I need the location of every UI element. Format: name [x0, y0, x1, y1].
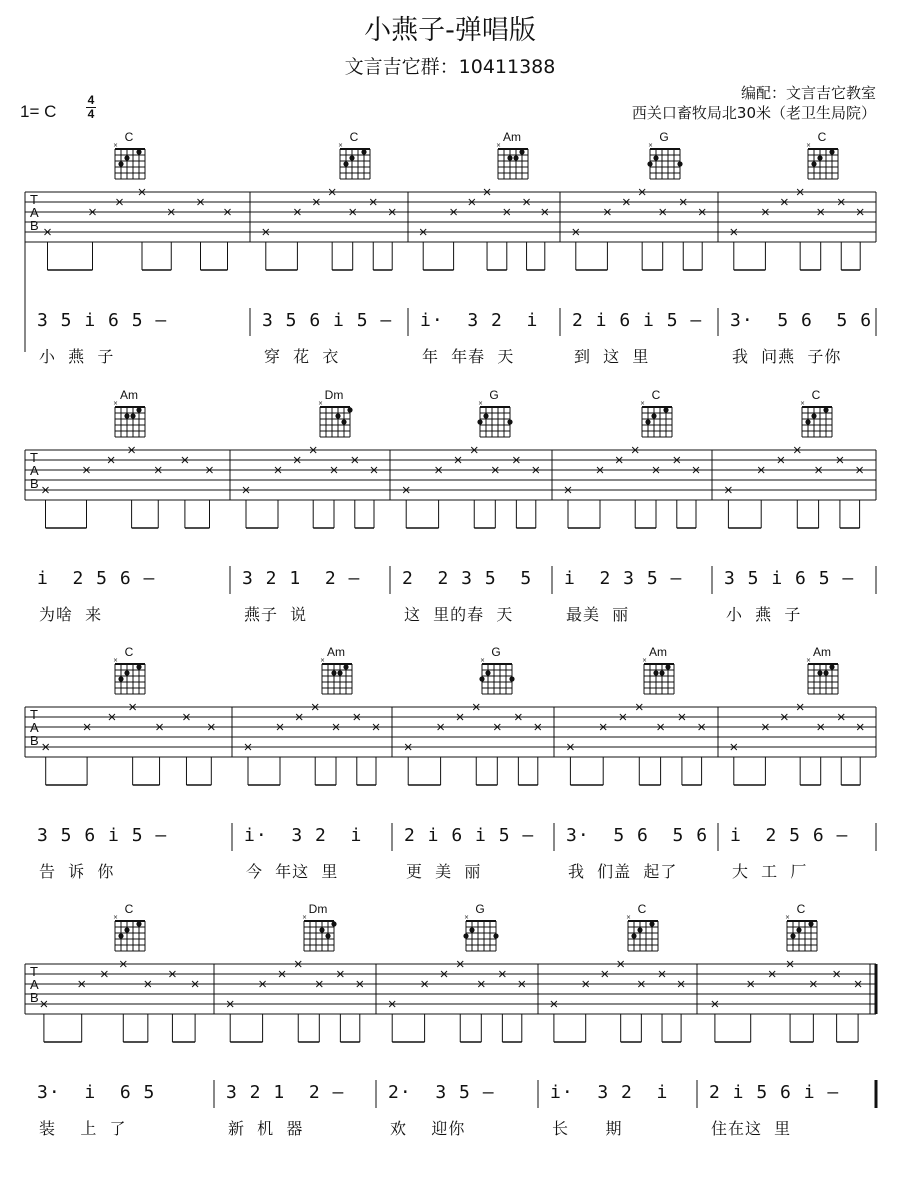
chord-name: G [659, 130, 669, 144]
song-title: 小燕子-弹唱版 [364, 15, 536, 46]
chord-name: G [475, 902, 485, 916]
tab-letter: A [30, 977, 39, 992]
chord-name: C [124, 645, 134, 659]
jianpu-measure: 2 2 3 5 5 [402, 568, 533, 589]
svg-text:×: × [480, 658, 486, 664]
fretboard-grid [644, 143, 684, 185]
time-signature-top: 4 [87, 93, 95, 107]
lyric-line: 小 燕 子 [726, 605, 802, 624]
tab-letter: T [30, 192, 38, 207]
chord-name: C [349, 130, 359, 144]
tab-letter: T [30, 707, 38, 722]
fretboard-grid [638, 658, 678, 700]
fretboard-grid [474, 401, 514, 443]
svg-text:×: × [338, 143, 344, 149]
svg-text:×: × [806, 143, 812, 149]
svg-text:×: × [464, 915, 470, 921]
jianpu-measure: 3 5 6 i 5 – [37, 825, 168, 846]
tab-letter: A [30, 720, 39, 735]
chord-name: G [491, 645, 501, 659]
jianpu-measure: 3 5 6 i 5 – [262, 310, 393, 331]
svg-text:×: × [626, 915, 632, 921]
jianpu-measure: 3· 5 6 5 6 [566, 825, 709, 846]
tab-letter: A [30, 463, 39, 478]
chord-name: Dm [308, 902, 328, 916]
fretboard-grid [622, 915, 662, 957]
chord-name: Am [327, 645, 345, 659]
chord-name: Am [649, 645, 667, 659]
tab-letter: T [30, 450, 38, 465]
chord-name: Am [503, 130, 521, 144]
tab-staff [0, 707, 900, 817]
lyric-line: 年 年春 天 [422, 347, 515, 366]
chord-name: Am [120, 388, 138, 402]
jianpu-measure: 2 i 6 i 5 – [404, 825, 535, 846]
lyric-line: 最美 丽 [566, 605, 630, 624]
tab-staff [0, 450, 900, 560]
jianpu-measure: 3· i 6 5 [37, 1082, 156, 1103]
jianpu-measure: 2 i 5 6 i – [709, 1082, 840, 1103]
fretboard-grid [316, 658, 356, 700]
chord-name: C [796, 902, 806, 916]
jianpu-measure: i 2 3 5 – [564, 568, 683, 589]
fretboard-grid [802, 658, 842, 700]
lyric-line: 装 上 了 [39, 1119, 127, 1138]
fretboard-grid [314, 401, 354, 443]
chord-name: Am [813, 645, 831, 659]
fretboard-grid [334, 143, 374, 185]
svg-text:×: × [302, 915, 308, 921]
time-signature [86, 94, 96, 121]
lyric-line: 长 期 [552, 1119, 623, 1138]
jianpu-measure: i· 3 2 i [420, 310, 539, 331]
jianpu-measure: 3 2 1 2 – [226, 1082, 345, 1103]
svg-text:×: × [478, 401, 484, 407]
lyric-line: 欢 迎你 [390, 1119, 466, 1138]
chord-name: C [651, 388, 661, 402]
svg-text:×: × [320, 658, 326, 664]
fretboard-grid [109, 143, 149, 185]
lyric-line: 穿 花 衣 [264, 347, 340, 366]
key-signature: 1= C [20, 102, 57, 121]
fretboard-grid [636, 401, 676, 443]
tab-letter: B [30, 733, 39, 748]
lyric-line: 住在这 里 [711, 1119, 792, 1138]
fretboard-grid [781, 915, 821, 957]
svg-text:×: × [648, 143, 654, 149]
lyric-line: 到 这 里 [574, 347, 650, 366]
jianpu-measure: i 2 5 6 – [37, 568, 156, 589]
chord-name: C [124, 902, 134, 916]
lyric-line: 我 问燕 子你 [732, 347, 842, 366]
fretboard-grid [460, 915, 500, 957]
svg-text:×: × [496, 143, 502, 149]
fretboard-grid [298, 915, 338, 957]
fretboard-grid [476, 658, 516, 700]
svg-text:×: × [113, 143, 119, 149]
lyric-line: 为啥 来 [39, 605, 103, 624]
chord-name: G [489, 388, 499, 402]
chord-name: Dm [324, 388, 344, 402]
fretboard-grid [109, 915, 149, 957]
svg-text:×: × [113, 915, 119, 921]
lyric-line: 我 们盖 起了 [568, 862, 678, 881]
lyric-line: 燕子 说 [244, 605, 308, 624]
lyric-line: 这 里的春 天 [404, 605, 514, 624]
chord-name: C [817, 130, 827, 144]
svg-text:×: × [640, 401, 646, 407]
time-signature-bottom: 4 [87, 107, 95, 121]
chord-name: C [637, 902, 647, 916]
svg-text:×: × [318, 401, 324, 407]
tab-letter: A [30, 205, 39, 220]
lyric-line: 新 机 器 [228, 1119, 304, 1138]
address-credit: 西关口畜牧局北30米（老卫生局院） [631, 104, 876, 122]
chord-name: C [124, 130, 134, 144]
svg-text:×: × [113, 658, 119, 664]
svg-text:×: × [785, 915, 791, 921]
svg-text:×: × [800, 401, 806, 407]
tab-letter: B [30, 476, 39, 491]
jianpu-measure: 3 2 1 2 – [242, 568, 361, 589]
tab-letter: T [30, 964, 38, 979]
fretboard-grid [802, 143, 842, 185]
jianpu-measure: 2 i 6 i 5 – [572, 310, 703, 331]
fretboard-grid [492, 143, 532, 185]
arranger-credit: 编配：文言吉它教室 [740, 84, 876, 102]
svg-text:×: × [642, 658, 648, 664]
jianpu-measure: 2· 3 5 – [388, 1082, 495, 1103]
chord-name: C [811, 388, 821, 402]
lyric-line: 告 诉 你 [39, 862, 115, 881]
tab-letter: B [30, 218, 39, 233]
svg-text:×: × [113, 401, 119, 407]
jianpu-measure: 3· 5 6 5 6 [730, 310, 873, 331]
lyric-line: 大 工 厂 [732, 862, 808, 881]
lyric-line: 今 年这 里 [246, 862, 339, 881]
jianpu-measure: 3 5 i 6 5 – [724, 568, 855, 589]
tab-staff [0, 192, 900, 302]
jianpu-measure: i 2 5 6 – [730, 825, 849, 846]
group-subtitle: 文言吉它群：10411388 [344, 56, 556, 78]
tab-letter: B [30, 990, 39, 1005]
jianpu-measure: 3 5 i 6 5 – [37, 310, 168, 331]
lyric-line: 小 燕 子 [39, 347, 115, 366]
jianpu-measure: i· 3 2 i [550, 1082, 669, 1103]
svg-text:×: × [806, 658, 812, 664]
lyric-line: 更 美 丽 [406, 862, 482, 881]
jianpu-measure: i· 3 2 i [244, 825, 363, 846]
fretboard-grid [796, 401, 836, 443]
fretboard-grid [109, 658, 149, 700]
fretboard-grid [109, 401, 149, 443]
tab-staff [0, 964, 900, 1074]
